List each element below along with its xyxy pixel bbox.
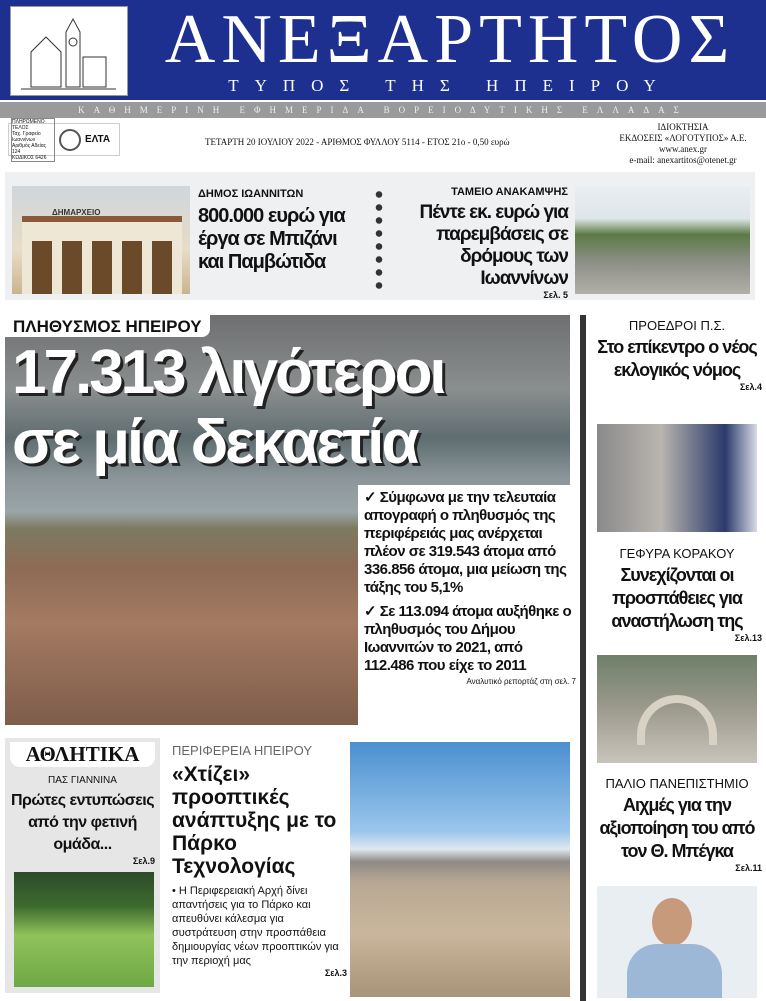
right-story-3-headline[interactable]: Αιχμές για την αξιοποίηση του από τον Θ. Μπέγκα: [599, 795, 755, 861]
sports-page-ref: Σελ.9: [132, 856, 155, 866]
top-left-story[interactable]: [198, 188, 365, 274]
right-story-3-page-ref: Σελ.11: [735, 863, 762, 873]
street-photo: [575, 186, 750, 294]
owner-info: [602, 122, 764, 166]
region-page-ref: Σελ.3: [324, 968, 347, 978]
masthead-tagline: ΚΑΘΗΜΕΡΙΝΗ ΕΦΗΜΕΡΙΔΑ ΒΟΡΕΙΟΔΥΤΙΚΗΣ ΕΛΛΑΔΑΣ: [0, 102, 766, 118]
stamp-line: Ταχ. Γραφείο Ιωαννίνων: [12, 130, 41, 143]
right-story-1-kicker: ΠΡΟΕΔΡΟΙ Π.Σ.: [628, 318, 726, 333]
city-hall-photo: [12, 186, 190, 294]
stamp-line: Αριθμός Αδείας 124: [12, 142, 47, 155]
right-story-1[interactable]: [592, 318, 762, 392]
top-right-page-ref: Σελ. 5: [543, 290, 568, 300]
masthead-logo: [10, 6, 128, 96]
email-link[interactable]: e-mail: anexartitos@otenet.gr: [629, 155, 737, 165]
main-text-box: [358, 485, 580, 725]
publisher: ΕΚΔΟΣΕΙΣ «ΛΟΓΟΤΥΠΟΣ» Α.Ε.: [619, 133, 747, 143]
stamp-line: ΠΛΗΡΩΜΕΝΟ ΤΕΛΟΣ: [12, 118, 45, 131]
region-story[interactable]: [172, 743, 347, 979]
photo-sign: ΔΗΜΑΡΧΕΙΟ: [52, 208, 101, 217]
main-page-ref: Αναλυτικό ρεπορτάζ στη σελ. 7: [466, 677, 576, 686]
top-right-story[interactable]: [390, 186, 568, 301]
dateline: ΤΕΤΑΡΤΗ 20 ΙΟΥΛΙΟΥ 2022 - ΑΡΙΘΜΟΣ ΦΥΛΛΟΥ 5114 - ΕΤΟΣ 21ο - 0,50 ευρώ: [205, 137, 510, 147]
right-story-1-page-ref: Σελ.4: [739, 382, 762, 392]
main-headline-line-2[interactable]: σε μία δεκαετία: [12, 408, 417, 477]
sports-section-title: ΑΘΛΗΤΙΚΑ: [10, 742, 155, 767]
begkas-photo: [597, 886, 757, 998]
postage-stamps: [8, 118, 120, 161]
tech-park-photo: [350, 742, 570, 997]
right-story-2-headline[interactable]: Συνεχίζονται οι προσπάθειες για αναστήλωση της: [611, 565, 743, 631]
right-story-1-headline[interactable]: Στο επίκεντρο ο νέος εκλογικός νόμος: [597, 337, 757, 380]
masthead-title: ΑΝΕΞΑΡΤΗΤΟΣ: [164, 1, 736, 78]
right-story-3-kicker: ΠΑΛΙΟ ΠΑΝΕΠΙΣΤΗΜΙΟ: [605, 776, 749, 791]
sports-kicker: ΠΑΣ ΓΙΑΝΝΙΝΑ: [48, 775, 117, 786]
right-story-2-page-ref: Σελ.13: [734, 633, 762, 643]
top-right-headline[interactable]: Πέντε εκ. ευρώ για παρεμβάσεις σε δρόμους των Ιωαννίνων: [419, 202, 568, 289]
team-photo: [14, 872, 154, 987]
stamp-line: ΚΩΔΙΚΟΣ 6426: [12, 154, 47, 161]
presidents-photo: [597, 424, 757, 532]
region-headline[interactable]: «Χτίζει» προοπτικές ανάπτυξης με το Πάρκο Τεχνολογίας: [172, 763, 337, 878]
right-story-3[interactable]: [592, 776, 762, 873]
top-right-kicker: ΤΑΜΕΙΟ ΑΝΑΚΑΜΨΗΣ: [451, 186, 568, 198]
bridge-photo: [597, 655, 757, 763]
top-left-headline[interactable]: 800.000 ευρώ για έργα σε Μπιζάνι και Παμβώτιδα: [198, 205, 345, 273]
main-kicker: ΠΛΗΘΥΣΜΟΣ ΗΠΕΙΡΟΥ: [5, 315, 210, 337]
main-bullet-1: ✓ Σύμφωνα με την τελευταία απογραφή ο πληθυσμός της περιφέρειάς μας ανέρχεται πλέον σε 319.543 άτομα από 336.856 άτομα, μια μείωση της τάξης του 5,1%: [364, 489, 567, 596]
column-divider: [580, 315, 586, 1001]
region-body: • Η Περιφερειακή Αρχή δίνει απαντήσεις για το Πάρκο και απευθύνει κάλεσμα για συστράτευση στην προσπάθεια δημιουργίας νέων προοπτικών για την περιοχή μας: [172, 885, 339, 967]
right-story-2-kicker: ΓΕΦΥΡΑ ΚΟΡΑΚΟΥ: [619, 546, 735, 561]
masthead-subtitle: ΤΥΠΟΣ ΤΗΣ ΗΠΕΙΡΟΥ: [228, 76, 672, 95]
dot-divider: [375, 188, 383, 293]
sports-headline[interactable]: Πρώτες εντυπώσεις από την φετινή ομάδα...: [10, 792, 155, 853]
website-link[interactable]: www.anex.gr: [659, 144, 707, 154]
top-left-kicker: ΔΗΜΟΣ ΙΩΑΝΝΙΤΩΝ: [198, 188, 304, 200]
sports-story[interactable]: [10, 790, 155, 867]
region-kicker: ΠΕΡΙΦΕΡΕΙΑ ΗΠΕΙΡΟΥ: [172, 743, 312, 758]
owner-label: ΙΔΙΟΚΤΗΣΙΑ: [657, 122, 709, 132]
right-story-2[interactable]: [592, 546, 762, 643]
elta-logo: ΕΛΤΑ: [85, 134, 111, 145]
main-bullet-2: ✓ Σε 113.094 άτομα αυξήθηκε ο πληθυσμός του Δήμου Ιωαννιτών το 2021, από 112.486 που είχε το 2011: [364, 603, 572, 674]
main-headline-line-1[interactable]: 17.313 λιγότεροι: [12, 338, 444, 407]
seal-icon: [59, 129, 81, 151]
